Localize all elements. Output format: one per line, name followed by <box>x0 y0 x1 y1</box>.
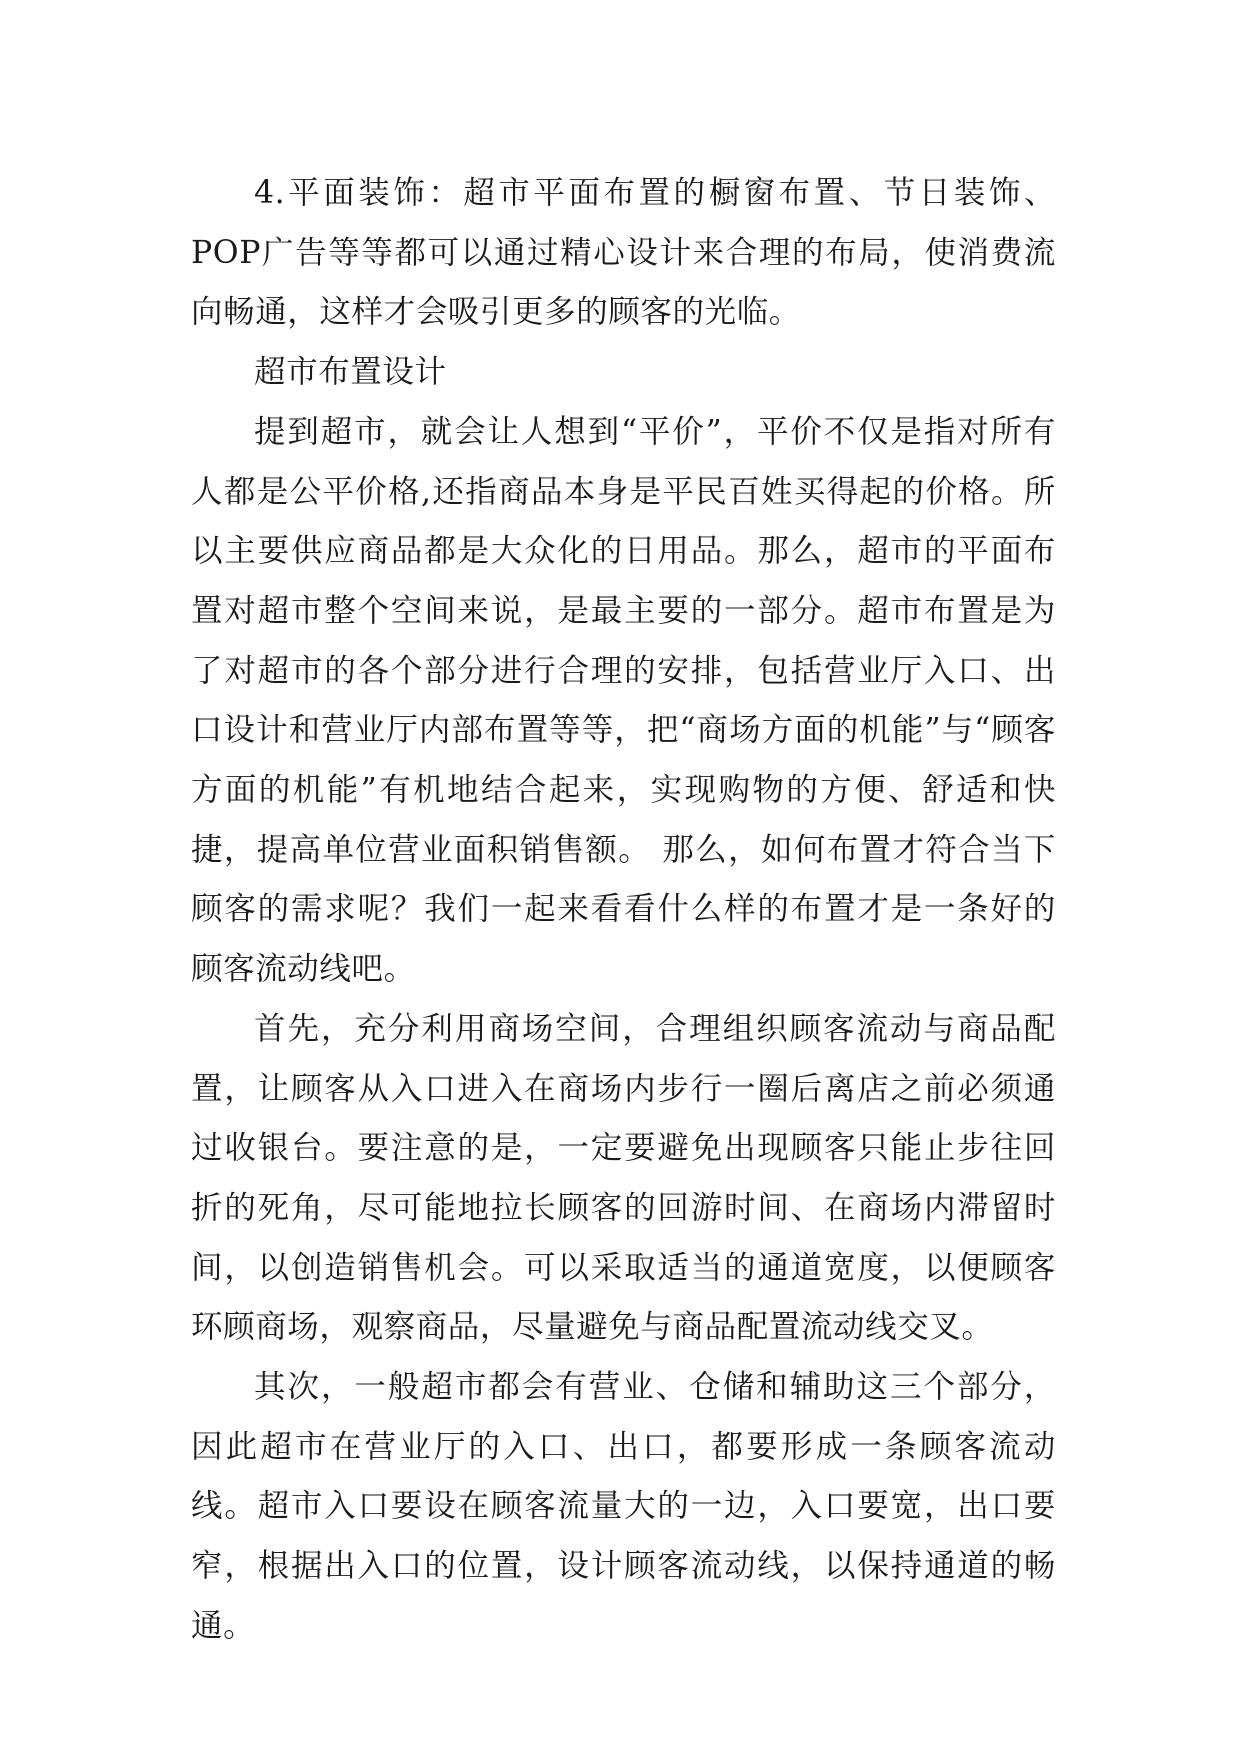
document-body <box>191 164 1056 1657</box>
paragraph-first-space-usage: 首先，充分利用商场空间，合理组织顾客流动与商品配置，让顾客从入口进入在商场内步行一圈后离店之前必须通过收银台。要注意的是，一定要避免出现顾客只能止步往回折的死角，尽可能地拉长顾客的回游时间、在商场内滞留时间，以创造销售机会。可以采取适当的通道宽度，以便顾客环顾商场，观察商品，尽量避免与商品配置流动线交叉。 <box>191 1010 1056 1346</box>
paragraph-flat-decoration: 4.平面装饰：超市平面布置的橱窗布置、节日装饰、POP广告等等都可以通过精心设计来合理的布局，使消费流向畅通，这样才会吸引更多的顾客的光临。 <box>191 175 1056 331</box>
section-heading-layout-design: 超市布置设计 <box>254 354 447 391</box>
paragraph-second-entrance-exit: 其次，一般超市都会有营业、仓储和辅助这三个部分，因此超市在营业厅的入口、出口，都要形成一条顾客流动线。超市入口要设在顾客流量大的一边，入口要宽，出口要窄，根据出入口的位置，设计顾客流动线，以保持通道的畅通。 <box>191 1369 1056 1644</box>
paragraph-affordable-price: 提到超市，就会让人想到“平价”，平价不仅是指对所有人都是公平价格,还指商品本身是平民百姓买得起的价格。所以主要供应商品都是大众化的日用品。那么，超市的平面布置对超市整个空间来说，是最主要的一部分。超市布置是为了对超市的各个部分进行合理的安排，包括营业厅入口、出口设计和营业厅内部布置等等，把“商场方面的机能”与“顾客方面的机能”有机地结合起来，实现购物的方便、舒适和快捷，提高单位营业面积销售额。 那么，如何布置才符合当下顾客的需求呢？我们一起来看看什么样的布置才是一条好的顾客流动线吧。 <box>191 413 1056 988</box>
